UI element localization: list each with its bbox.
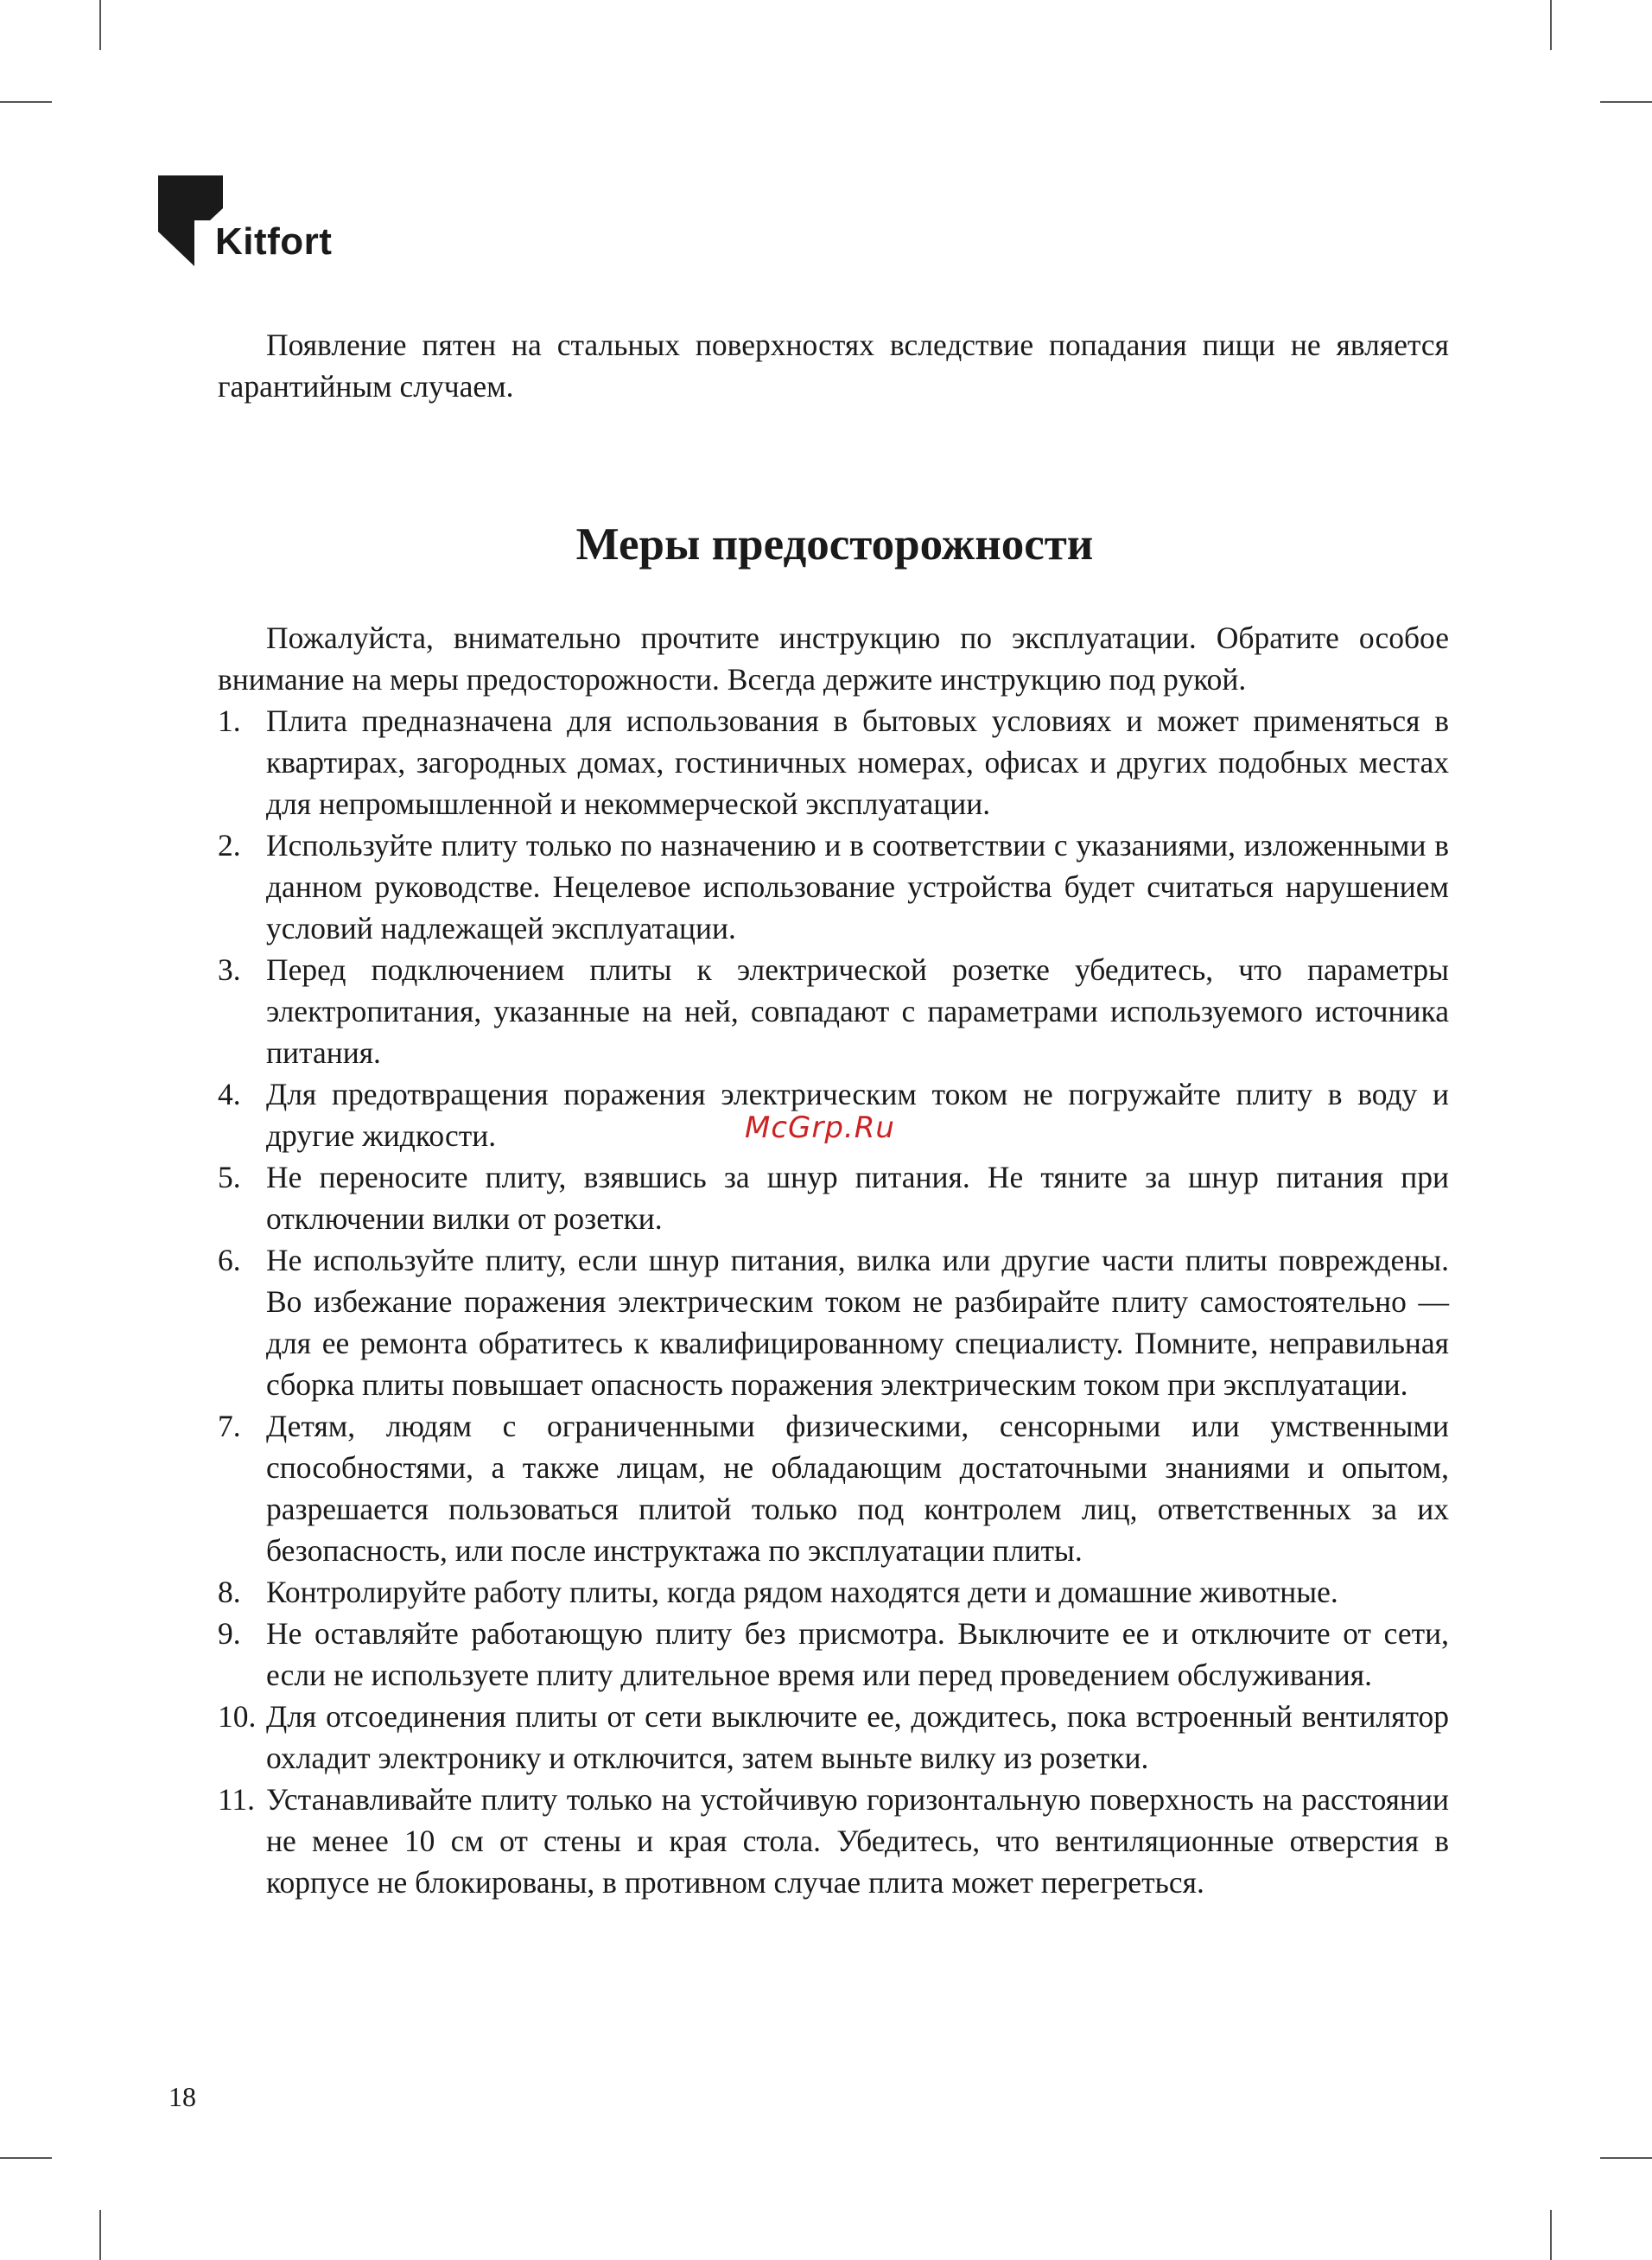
list-item-text: Устанавливайте плиту только на устойчивую горизонтальную поверхность на расстоянии не менее 10 см от стены и края стола. Убедитесь, что вентиляционные отверстия в корпусе не блокированы, в противном случае плита может перегреться. — [266, 1782, 1449, 1900]
list-item — [218, 949, 1449, 1073]
list-item-number: 9. — [218, 1616, 241, 1651]
list-item — [218, 1156, 1449, 1239]
list-item — [218, 1696, 1449, 1779]
list-item-text: Не оставляйте работающую плиту без присмотра. Выключите ее и отключите от сети, если не используете плиту длительное время или перед проведением обслуживания. — [266, 1616, 1449, 1692]
list-item-number: 5. — [218, 1160, 241, 1194]
crop-mark-top-left — [99, 0, 101, 50]
list-item — [218, 1239, 1449, 1405]
list-item-text: Для отсоединения плиты от сети выключите ее, дождитесь, пока встроенный вентилятор охладит электронику и отключится, затем выньте вилку из розетки. — [266, 1699, 1449, 1775]
list-item-text: Перед подключением плиты к электрической розетке убедитесь, что параметры электропитания, указанные на ней, совпадают с параметрами используемого источника питания. — [266, 952, 1449, 1070]
list-item-number: 6. — [218, 1243, 241, 1277]
list-item — [218, 1571, 1449, 1613]
list-item-text: Плита предназначена для использования в бытовых условиях и может применяться в квартирах, загородных домах, гостиничных номерах, офисах и других подобных местах для непромышленной и некоммерческой эксплуатации. — [266, 703, 1449, 821]
watermark: McGrp.Ru — [745, 1111, 895, 1145]
crop-mark-right-top — [1600, 101, 1652, 103]
list-item — [218, 1405, 1449, 1571]
list-item-text: Контролируйте работу плиты, когда рядом находятся дети и домашние животные. — [266, 1575, 1338, 1609]
page-number: 18 — [168, 2081, 196, 2112]
list-item — [218, 1613, 1449, 1696]
list-item-number: 2. — [218, 828, 241, 863]
list-item — [218, 824, 1449, 949]
list-item-text: Детям, людям с ограниченными физическими, сенсорными или умственными способностями, а также лицам, не обладающим достаточными знаниями и опытом, разрешается пользоваться плитой только под контролем лиц, ответственных за их безопасность, или после инструктажа по эксплуатации плиты. — [266, 1409, 1449, 1568]
list-item — [218, 1779, 1449, 1903]
crop-mark-right-bottom — [1600, 2157, 1652, 2159]
list-item-number: 4. — [218, 1077, 241, 1111]
crop-mark-bottom-left — [99, 2210, 101, 2260]
list-item-number: 10. — [218, 1699, 257, 1734]
crop-mark-left-bottom — [0, 2157, 52, 2159]
precautions-list — [218, 700, 1449, 1903]
list-item-number: 8. — [218, 1575, 241, 1609]
list-item-text: Не используйте плиту, если шнур питания, вилка или другие части плиты повреждены. Во избежание поражения электрическим током не разбирайте плиту самостоятельно — для ее ремонта обратитесь к квалифицированному специалисту. Помните, неправильная сборка плиты повышает опасность поражения электрическим током при эксплуатации. — [266, 1243, 1449, 1402]
list-item-number: 1. — [218, 703, 241, 738]
section-title: Меры предосторожности — [575, 519, 1094, 570]
crop-mark-left-top — [0, 101, 52, 103]
section-lead: Пожалуйста, внимательно прочтите инструкцию по эксплуатации. Обратите особое внимание на меры предосторожности. Всегда держите инструкцию под рукой. — [218, 621, 1449, 697]
list-item-text: Используйте плиту только по назначению и в соответствии с указаниями, изложенными в данном руководстве. Нецелевое использование устройства будет считаться нарушением условий надлежащей эксплуатации. — [266, 828, 1449, 945]
list-item-number: 7. — [218, 1409, 241, 1443]
intro-paragraph: Появление пятен на стальных поверхностях вследствие попадания пищи не является гарантийным случаем. — [218, 328, 1449, 404]
list-item-text: Для предотвращения поражения электрическим током не погружайте плиту в воду и другие жидкости. — [266, 1077, 1449, 1153]
brand-name: Kitfort — [215, 220, 333, 263]
list-item-number: 3. — [218, 952, 241, 987]
crop-mark-top-right — [1550, 0, 1552, 50]
list-item-text: Не переносите плиту, взявшись за шнур питания. Не тяните за шнур питания при отключении вилки от розетки. — [266, 1160, 1449, 1236]
crop-mark-bottom-right — [1550, 2210, 1552, 2260]
list-item — [218, 700, 1449, 824]
brand-logo — [158, 175, 357, 271]
list-item-number: 11. — [218, 1782, 256, 1817]
